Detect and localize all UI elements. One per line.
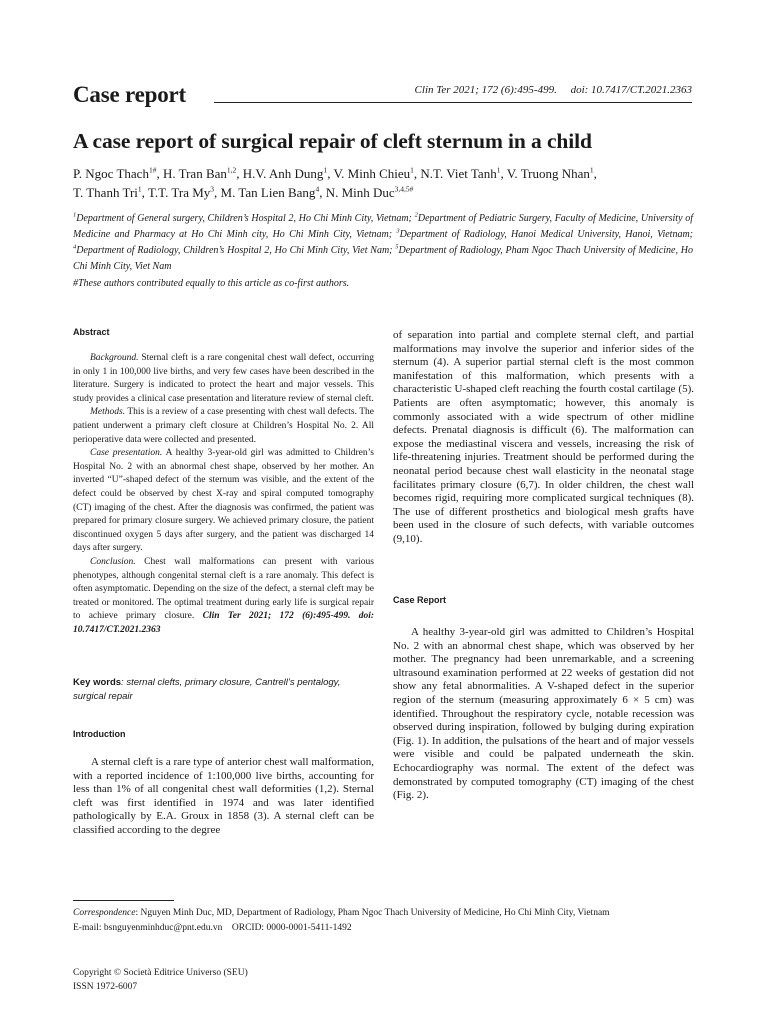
article-title: A case report of surgical repair of cleft sternum in a child — [73, 129, 592, 153]
contact-line: E-mail: bsnguyenminhduc@pnt.edu.vn ORCID: 0000-0001-5411-1492 — [73, 923, 352, 933]
author-affiliation-marker: 3 — [210, 184, 215, 194]
author-name: T.T. Tra My — [147, 185, 211, 200]
correspondence: Correspondence: Nguyen Minh Duc, MD, Department of Radiology, Pham Ngoc Thach University of Medicine, Ho Chi Minh City, Vietnam E-mail: bsnguyenminhduc@pnt.edu.vn ORCID: 0000-0001-5411-1492 — [73, 906, 703, 936]
copyright — [73, 966, 248, 994]
introduction-paragraph: A sternal cleft is a rare type of anterior chest wall malformation, with a reported incidence of 1:100,000 live births, accounting for less than 1% of all congenital chest wall deformities (1,2). Sternal cleft was first identified in 1974 and was later identified pathologically by E.A. Groux in 1858 (3). A sternal cleft can be classified according to the degree — [73, 756, 374, 836]
author-name: V. Minh Chieu — [333, 166, 411, 181]
author-name: T. Thanh Tri — [73, 185, 138, 200]
copyright-line: Copyright © Società Editrice Universo (SEU) — [73, 968, 248, 978]
journal-citation: Clin Ter 2021; 172 (6):495-499. doi: 10.7417/CT.2021.2363 — [414, 84, 692, 96]
affiliation-text: Department of Radiology, Hanoi Medical University, Hanoi, Vietnam; — [399, 229, 693, 240]
header-rule — [214, 102, 692, 103]
affiliation-text: Department of Radiology, Pham Ngoc Thach University of Medicine, Ho Chi Minh City, Viet Nam — [73, 245, 693, 272]
author-name: V. Truong Nhan — [506, 166, 590, 181]
abstract-body — [73, 352, 374, 637]
introduction-continued: of separation into partial and complete sternal cleft, and partial malformations may involve the superior and inferior sides of the sternum (4). A superior partial sternal cleft is the most common manifestation of this malformation, which presents with a characteristic U-shaped cleft reaching the fourth costal cartilage (5). Patients are often asymptomatic; however, this anomaly is commonly associated with a wide spectrum of other midline defects. Prenatal diagnosis is difficult (6). The malformation can expose the mediastinal viscera and vessels, increasing the risk of life-threatening injuries. Treatment should be performed during the neonatal period because chest wall elasticity in the neonatal stage facilitates primary closure (6,7). In older children, the chest wall becomes rigid, requiring more complicated surgical techniques (8). The use of different prosthetics and biological mesh grafts have been used in the closure of such defects, with variable outcomes (9,10). — [393, 329, 694, 545]
author-name: H.V. Anh Dung — [242, 166, 324, 181]
methods-label: Methods. — [90, 407, 126, 418]
author-affiliation-marker: 1 — [137, 184, 142, 194]
author-name: H. Tran Ban — [162, 166, 227, 181]
author-name: M. Tan Lien Bang — [220, 185, 316, 200]
affiliation-text: Department of General surgery, Children’s Hospital 2, Ho Chi Minh City, Vietnam; — [76, 213, 415, 224]
affiliation-text: Department of Pediatric Surgery, Faculty of Medicine, University of Medicine and Pharmacy at Ho Chi Minh city, Ho Chi Minh City, Vietnam; — [73, 213, 693, 240]
author-affiliation-marker: 1,2 — [226, 165, 237, 175]
background-label: Background. — [90, 353, 139, 363]
author-affiliation-marker: 1 — [323, 165, 328, 175]
correspondence-label: Correspondence — [73, 908, 136, 918]
abstract-methods: Methods. This is a review of a case presenting with chest wall defects. The patient underwent a primary cleft closure at Children’s Hospital No. 2. All perioperative data were collected and presented. — [73, 407, 374, 445]
abstract-case: Case presentation. A healthy 3-year-old girl was admitted to Children’s Hospital No. 2 with an abnormal chest shape, observed by her mother. An inverted “U”-shaped defect of the sternum was visible, and the extent of the defect could be observed by chest X-ray and spiral computed tomography (CT) imaging of the chest. After the diagnosis was confirmed, the patient was prepared for primary closure surgery. We achieved primary closure, the patient discontinued oxygen 5 days after surgery, and the patient was discharged 14 days after surgery. — [73, 448, 374, 554]
conclusion-label: Conclusion. — [90, 556, 136, 567]
introduction-heading: Introduction — [73, 729, 126, 739]
footnote-rule — [73, 900, 174, 901]
case-report-heading: Case Report — [393, 595, 447, 605]
affiliation-marker: 2 — [414, 211, 418, 219]
keywords-label: Key words — [73, 677, 122, 688]
abstract-citation: Clin Ter 2021; 172 (6):495-499. doi: 10.7417/CT.2021.2363 — [73, 611, 374, 635]
author-name: N.T. Viet Tanh — [420, 166, 497, 181]
case-report-body — [393, 626, 694, 803]
affiliation-marker: 4 — [73, 243, 77, 251]
keywords — [73, 676, 374, 703]
section-label: Case report — [73, 82, 186, 107]
author-affiliation-marker: 4 — [315, 184, 320, 194]
abstract-heading: Abstract — [73, 327, 110, 337]
author-affiliation-marker: 1 — [496, 165, 501, 175]
author-affiliation-marker: 1 — [589, 165, 594, 175]
introduction-body — [73, 756, 374, 838]
keywords-items: : sternal clefts, primary closure, Cantrell’s pentalogy, surgical repair — [73, 677, 341, 702]
co-first-author-note: #These authors contributed equally to this article as co-first authors. — [73, 278, 350, 289]
author-affiliation-marker: 1 — [410, 165, 414, 175]
abstract-conclusion: Conclusion. Chest wall malformations can present with various phenotypes, although congenital sternal cleft is a rare anomaly. This defect is often asymptomatic. Depending on the size of the defect, a sternal cleft may be treated or monitored. The optimal treatment during early life is surgical repair to achieve primary closure. Clin Ter 2021; 172 (6):495-499. doi: 10.7417/CT.2021.2363 — [73, 556, 374, 635]
affiliation-marker: 3 — [396, 227, 400, 235]
author-name: P. Ngoc Thach — [73, 166, 149, 181]
abstract-background: Background. Sternal cleft is a rare congenital chest wall defect, occurring in only 1 in 100,000 live births, and very few cases have been described in the literature. Surgery is indicated to protect the heart and major vessels. This study provides a clinical case presentation and literature review of sternal cleft. — [73, 353, 374, 404]
affiliation-text: Department of Radiology, Children’s Hospital 2, Ho Chi Minh City, Viet Nam; — [76, 245, 396, 256]
author-affiliation-marker: 1# — [148, 165, 157, 175]
affiliations — [73, 211, 693, 275]
author-affiliation-marker: 3,4,5# — [394, 184, 414, 194]
case-report-paragraph: A healthy 3-year-old girl was admitted to Children’s Hospital No. 2 with an abnormal chest shape, which was observed by her mother. The pregnancy had been unremarkable, and a screening ultrasound examination performed at 22 weeks of gestation did not show any fetal abnormalities. A V-shaped defect in the superior region of the sternum (measuring approximately 6 × 5 cm) was identified. Throughout the respiratory cycle, notable recession was observed during inspiration, followed by bulging during expiration (Fig. 1). In addition, the pulsations of the heart and of major vessels were visible and could be palpated underneath the skin. Echocardiography was normal. The extent of the defect was demonstrated by computed tomography (CT) imaging of the chest (Fig. 2). — [393, 626, 694, 802]
affiliation-marker: 5 — [395, 243, 399, 251]
author-list: P. Ngoc Thach$^{1\#}$, H. Tran Ban$^{1,2}$, H.V. Anh Dung$^1$, V. Minh Chieu$^1$, N.T. Viet Tanh$^1$, V. Truong Nhan$^1$, T. Thanh Tri$^1$, T.T. Tra My$^3$, M. Tan Lien Bang$^4$, N. Minh Duc$^{3,4,5\#}$ — [73, 165, 597, 200]
author-name: N. Minh Duc — [325, 185, 395, 200]
issn-line: ISSN 1972-6007 — [73, 982, 138, 992]
affiliation-marker: 1 — [73, 211, 77, 219]
case-label: Case presentation. — [90, 448, 163, 459]
